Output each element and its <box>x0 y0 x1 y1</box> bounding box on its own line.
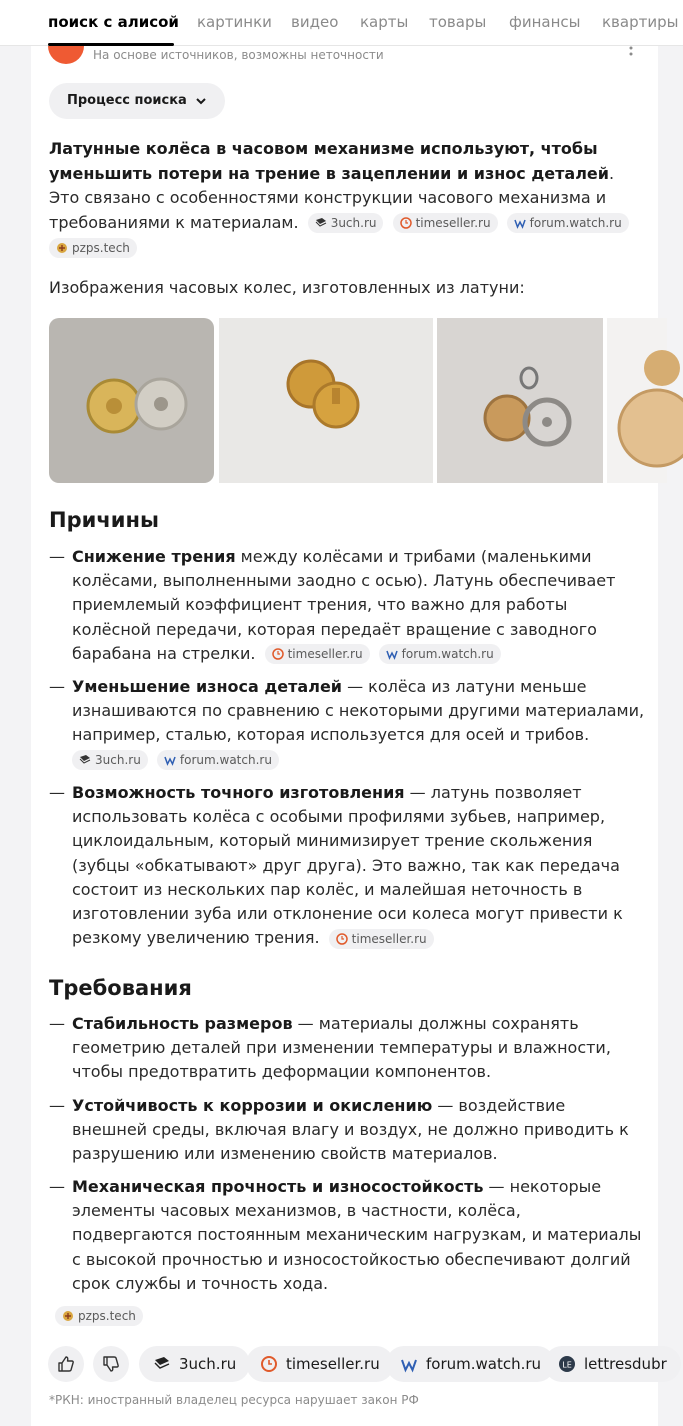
requirement-item-corrosion: — Устойчивость к коррозии и окислению — воздействие внешней среды, включая влагу и воздух, не должно приводить к разрушению или изменению свойств материалов. <box>49 1096 629 1164</box>
source-chip-3uch[interactable]: 3uch.ru <box>308 213 384 233</box>
accuracy-disclaimer: На основе источников, возможны неточности <box>93 48 384 62</box>
brass-wheels-image-2[interactable] <box>219 318 433 483</box>
brass-wheels-image-3[interactable] <box>437 318 603 483</box>
reason-text: — латунь позволяет использовать колёса с особыми профилями зубьев, например, циклоидальным, который минимизирует трение скольжения (зубцы «обкатывают» друг друга). Это важно, так как передача состоит из нескольких пар колёс, и малейшая неточность в изготовлении зуба или отклонение оси колеса могут привести к резкому увеличению трения. <box>72 783 623 948</box>
requirement-item-stability: — Стабильность размеров — материалы должны сохранять геометрию деталей при изменении температуры и влажности, чтобы предотвратить деформации компонентов. <box>49 1014 611 1082</box>
tab-maps[interactable]: карты <box>360 13 409 31</box>
emblem-icon <box>56 242 68 254</box>
requirement-text: — некоторые элементы часовых механизмов, в частности, колёса, подвергаются постоянным механическим нагрузкам, и материалы с высокой прочностью и износостойкостью обеспечивают долгий срок службы и точность хода. <box>72 1177 642 1293</box>
w-logo-icon <box>386 648 398 660</box>
book-icon <box>315 217 327 229</box>
source-chip-3uch[interactable]: 3uch.ru <box>72 750 148 770</box>
active-tab-indicator <box>48 43 174 46</box>
svg-text:LE: LE <box>562 1360 572 1370</box>
source-chip-forum-watch[interactable]: forum.watch.ru <box>507 213 629 233</box>
image-carousel[interactable] <box>49 318 658 483</box>
tab-apartments[interactable]: квартиры <box>602 13 679 31</box>
source-chip-forum-watch[interactable]: forum.watch.ru <box>157 750 279 770</box>
clock-icon <box>336 933 348 945</box>
dislike-button[interactable] <box>93 1346 129 1382</box>
w-logo-icon <box>164 754 176 766</box>
w-logo-icon <box>514 217 526 229</box>
chevron-down-icon <box>195 95 207 107</box>
clock-icon <box>272 648 284 660</box>
tab-images[interactable]: картинки <box>197 13 272 31</box>
le-logo-icon <box>558 1355 576 1373</box>
w-logo-icon <box>400 1355 418 1373</box>
source-chip-timeseller[interactable]: timeseller.ru <box>329 929 434 949</box>
source-chip-forum-watch[interactable]: forum.watch.ru <box>379 644 501 664</box>
search-tabs <box>0 0 683 46</box>
reasons-heading: Причины <box>49 508 159 532</box>
requirement-text: — воздействие внешней среды, включая влагу и воздух, не должно приводить к разрушению или изменению свойств материалов. <box>72 1096 629 1164</box>
tab-video[interactable]: видео <box>291 13 339 31</box>
reason-title: Уменьшение износа деталей <box>72 677 342 696</box>
thumbs-down-icon <box>102 1355 120 1373</box>
source-button-lettresdubr[interactable]: LE lettresdubr <box>544 1346 681 1382</box>
source-button-forum-watch[interactable]: forum.watch.ru <box>386 1346 555 1382</box>
source-chip-timeseller[interactable]: timeseller.ru <box>393 213 498 233</box>
intro-bold-text: Латунные колёса в часовом механизме используют, чтобы уменьшить потери на трение в зацеплении и износ деталей <box>49 139 609 183</box>
tab-finance[interactable]: финансы <box>509 13 581 31</box>
thumbs-up-icon <box>57 1355 75 1373</box>
reason-item-friction: — Снижение трения между колёсами и трибами (маленькими колёсами, выполненными заодно с осью). Латунь обеспечивает приемлемый коэффициент трения, что важно для работы колёсной передачи, которая передаёт вращение с заводного барабана на стрелки. timeseller.ru forum.watch.ru <box>49 547 616 663</box>
source-chip-pzps[interactable]: pzps.tech <box>49 238 137 258</box>
tab-alice-search[interactable]: поиск с алисой <box>48 13 179 31</box>
clock-icon <box>260 1355 278 1373</box>
answer-intro <box>49 137 641 260</box>
feedback-and-sources-row <box>48 1346 667 1382</box>
images-caption: Изображения часовых колес, изготовленных из латуни: <box>49 278 525 297</box>
like-button[interactable] <box>48 1346 84 1382</box>
brass-wheels-image-1[interactable] <box>49 318 214 483</box>
clock-icon <box>400 217 412 229</box>
tab-goods[interactable]: товары <box>429 13 487 31</box>
requirements-heading: Требования <box>49 976 192 1000</box>
source-button-timeseller[interactable]: timeseller.ru <box>246 1346 394 1382</box>
source-chip-pzps[interactable]: pzps.tech <box>55 1306 143 1326</box>
source-button-3uch[interactable]: 3uch.ru <box>139 1346 250 1382</box>
requirement-title: Механическая прочность и износостойкость <box>72 1177 484 1196</box>
book-icon <box>153 1355 171 1373</box>
requirement-title: Стабильность размеров <box>72 1014 293 1033</box>
source-chip-timeseller[interactable]: timeseller.ru <box>265 644 370 664</box>
reason-text: — колёса из латуни меньше изнашиваются по сравнению с некоторыми другими материалами, например, сталью, которая используется для осей и трибов. <box>72 677 645 745</box>
reason-item-wear: — Уменьшение износа деталей — колёса из латуни меньше изнашиваются по сравнению с некоторыми другими материалами, например, сталью, которая используется для осей и трибов. 3uch.ru forum.watch.ru <box>49 675 645 772</box>
emblem-icon <box>62 1310 74 1322</box>
requirement-text: — материалы должны сохранять геометрию деталей при изменении температуры и влажности, чтобы предотвратить деформации компонентов. <box>72 1014 611 1082</box>
reason-text: между колёсами и трибами (маленькими колёсами, выполненными заодно с осью). Латунь обеспечивает приемлемый коэффициент трения, что важно для работы колёсной передачи, которая передаёт вращение с заводного барабана на стрелки. <box>72 547 616 663</box>
reason-title: Возможность точного изготовления <box>72 783 405 802</box>
reason-title: Снижение трения <box>72 547 236 566</box>
search-process-label: Процесс поиска <box>67 93 187 108</box>
intro-text: . Это связано с особенностями конструкции часового механизма и требованиями к материалам. <box>49 163 615 232</box>
requirement-title: Устойчивость к коррозии и окислению <box>72 1096 433 1115</box>
reason-item-precision: — Возможность точного изготовления — латунь позволяет использовать колёса с особыми профилями зубьев, например, циклоидальным, который минимизирует трение скольжения (зубцы «обкатывают» друг друга). Это важно, так как передача состоит из нескольких пар колёс, и малейшая неточность в изготовлении зуба или отклонение оси колеса могут привести к резкому увеличению трения. timeseller.ru <box>49 783 623 948</box>
requirement-item-strength: — Механическая прочность и износостойкость — некоторые элементы часовых механизмов, в частности, колёса, подвергаются постоянным механическим нагрузкам, и материалы с высокой прочностью и износостойкостью обеспечивают долгий срок службы и точность хода. <box>49 1177 642 1293</box>
search-process-button[interactable] <box>49 83 225 119</box>
brass-wheels-image-4[interactable] <box>607 318 667 483</box>
rkn-footnote: *РКН: иностранный владелец ресурса нарушает закон РФ <box>49 1393 419 1407</box>
book-icon <box>79 754 91 766</box>
